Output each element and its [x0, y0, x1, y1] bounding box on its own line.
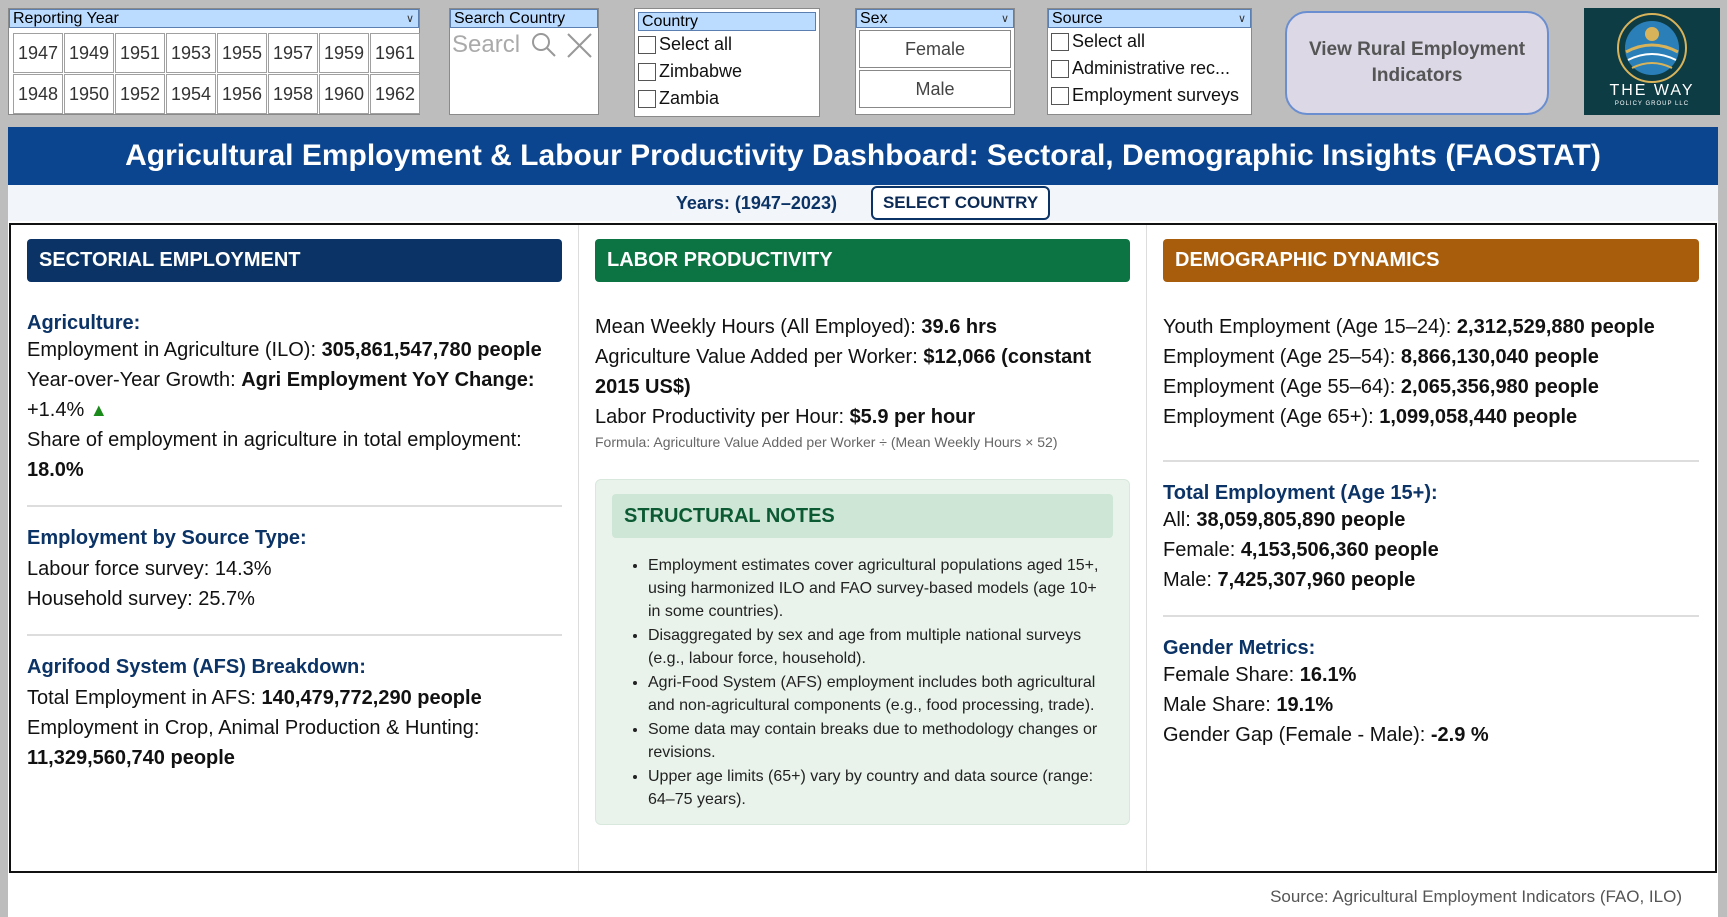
- checkbox-label: Administrative rec...: [1072, 58, 1231, 78]
- year-option[interactable]: 1960: [319, 74, 369, 114]
- label: Employment in Crop, Animal Production & Hunting:: [27, 717, 480, 739]
- dashboard-main: [8, 127, 1718, 917]
- employment-65-plus: [1163, 402, 1699, 432]
- value: 7,425,307,960 people: [1217, 569, 1416, 591]
- view-rural-employment-button[interactable]: View Rural Employment Indicators: [1285, 11, 1549, 115]
- weekly-hours: [595, 312, 1130, 342]
- slicer-title: [1048, 9, 1251, 28]
- year-option[interactable]: 1949: [64, 33, 114, 73]
- label: Agriculture Value Added per Worker:: [595, 346, 924, 368]
- divider: [1163, 615, 1699, 617]
- value: $5.9 per hour: [849, 406, 976, 428]
- sex-option-male[interactable]: Male: [859, 70, 1011, 108]
- value: 18.0%: [27, 459, 84, 481]
- year-option[interactable]: 1952: [115, 74, 165, 114]
- checkbox-label: Zambia: [659, 88, 720, 108]
- logo-subtitle: POLICY GROUP LLC: [1614, 101, 1690, 107]
- year-option[interactable]: 1961: [370, 33, 420, 73]
- label: Employment (Age 55–64):: [1163, 376, 1401, 398]
- value: 11,329,560,740 people: [27, 747, 235, 769]
- logo: [1584, 8, 1720, 115]
- divider: [27, 505, 562, 507]
- value: -2.9 %: [1430, 724, 1489, 746]
- slicer-title: [9, 9, 419, 28]
- notes-list: [612, 554, 1113, 811]
- value: 38,059,805,890 people: [1196, 509, 1406, 531]
- value: 8,866,130,040 people: [1400, 346, 1599, 368]
- structural-notes: [595, 479, 1130, 825]
- year-option[interactable]: 1956: [217, 74, 267, 114]
- value: 19.1%: [1276, 694, 1334, 716]
- checkbox[interactable]: [1051, 33, 1069, 51]
- label: Gender Gap (Female - Male):: [1163, 724, 1431, 746]
- label: Year-over-Year Growth:: [27, 369, 242, 391]
- value-added-per-worker: [595, 342, 1130, 402]
- value: 305,861,547,780 people: [321, 339, 542, 361]
- value: 2,312,529,880 people: [1456, 316, 1655, 338]
- sub-header: [8, 185, 1718, 221]
- sex-slicer[interactable]: [855, 8, 1015, 115]
- checkbox-label: Employment surveys: [1072, 85, 1240, 105]
- logo-emblem-icon: [1612, 8, 1692, 86]
- label: Labor Productivity per Hour:: [595, 406, 850, 428]
- select-country-button[interactable]: SELECT COUNTRY: [871, 186, 1050, 220]
- chevron-down-icon[interactable]: ∨: [1237, 13, 1246, 25]
- productivity-heading: LABOR PRODUCTIVITY: [595, 239, 1130, 282]
- employment-25-54: [1163, 342, 1699, 372]
- sectoral-employment-panel: [11, 225, 579, 871]
- panels: [9, 223, 1717, 873]
- chevron-down-icon[interactable]: ∨: [1000, 13, 1009, 25]
- year-option[interactable]: 1951: [115, 33, 165, 73]
- total-female: [1163, 535, 1699, 565]
- year-option[interactable]: 1959: [319, 33, 369, 73]
- checkbox[interactable]: [638, 63, 656, 81]
- checkbox-item[interactable]: [1048, 55, 1251, 82]
- label: Female Share:: [1163, 664, 1300, 686]
- slicer-title-text: Reporting Year: [13, 10, 119, 27]
- year-grid: [13, 33, 420, 114]
- checkbox-label: Zimbabwe: [659, 61, 743, 81]
- year-option[interactable]: 1953: [166, 33, 216, 73]
- labor-productivity-panel: [579, 225, 1147, 871]
- labour-force-survey: Labour force survey: 14.3%: [27, 558, 272, 580]
- label: Male:: [1163, 569, 1218, 591]
- checkbox[interactable]: [1051, 60, 1069, 78]
- sex-option-female[interactable]: Female: [859, 30, 1011, 68]
- gender-metrics-title: Gender Metrics:: [1163, 637, 1316, 659]
- total-male: [1163, 565, 1699, 595]
- label: Employment in Agriculture (ILO):: [27, 339, 322, 361]
- afs-total: [27, 683, 562, 713]
- checkbox-item[interactable]: [1048, 28, 1251, 55]
- crop-employment: [27, 713, 562, 773]
- total-all: [1163, 505, 1699, 535]
- label: Employment (Age 65+):: [1163, 406, 1380, 428]
- notes-heading: STRUCTURAL NOTES: [612, 494, 1113, 538]
- year-option[interactable]: 1948: [13, 74, 63, 114]
- value: $12,066 (constant 2015 US$): [595, 346, 1092, 398]
- demographic-dynamics-panel: [1147, 225, 1715, 871]
- agri-employment: [27, 335, 562, 365]
- search-icon[interactable]: [530, 31, 558, 59]
- value: 39.6 hrs: [921, 316, 998, 338]
- divider: [1163, 460, 1699, 462]
- note-item: • Upper age limits (65+) vary by country and data source (range: 64–75 years).: [648, 765, 1113, 811]
- year-option[interactable]: 1955: [217, 33, 267, 73]
- value: 16.1%: [1299, 664, 1357, 686]
- year-option[interactable]: 1958: [268, 74, 318, 114]
- sectoral-heading: SECTORIAL EMPLOYMENT: [27, 239, 562, 282]
- value: +1.4%: [27, 399, 85, 421]
- checkbox-label: Select all: [1072, 31, 1146, 51]
- female-share: [1163, 660, 1699, 690]
- youth-employment: [1163, 312, 1699, 342]
- years-range: Years: (1947–2023): [675, 192, 837, 213]
- up-arrow-icon: ▲: [89, 400, 108, 420]
- slicer-title: Country: [638, 12, 816, 31]
- value: 4,153,506,360 people: [1240, 539, 1439, 561]
- note-item: • Agri-Food System (AFS) employment includes both agricultural and non-agricultural components (e.g., food processing, trade).: [648, 671, 1113, 717]
- chevron-down-icon[interactable]: ∨: [405, 13, 414, 25]
- country-slicer[interactable]: [634, 8, 820, 117]
- source-type-title: Employment by Source Type:: [27, 527, 307, 549]
- slicer-title-text: Sex: [860, 10, 888, 27]
- total-employment-title: Total Employment (Age 15+):: [1163, 482, 1438, 504]
- afs-title: Agrifood System (AFS) Breakdown:: [27, 656, 366, 678]
- checkbox-item[interactable]: [635, 58, 819, 85]
- productivity-per-hour: [595, 402, 1130, 432]
- source-footer: Source: Agricultural Employment Indicators (FAO, ILO): [1270, 887, 1682, 906]
- male-share: [1163, 690, 1699, 720]
- value: 1,099,058,440 people: [1379, 406, 1578, 428]
- label: Male Share:: [1163, 694, 1277, 716]
- gender-gap: [1163, 720, 1699, 750]
- slicer-title: Search Country: [450, 9, 598, 28]
- page-title: Agricultural Employment & Labour Productivity Dashboard: Sectoral, Demographic Insights (FAOSTAT): [8, 127, 1718, 185]
- label: Total Employment in AFS:: [27, 687, 262, 709]
- household-survey: Household survey: 25.7%: [27, 588, 255, 610]
- slicer-title-text: Source: [1052, 10, 1103, 27]
- divider: [27, 634, 562, 636]
- note-item: • Some data may contain breaks due to methodology changes or revisions.: [648, 718, 1113, 764]
- year-option[interactable]: 1962: [370, 74, 420, 114]
- label: Share of employment in agriculture in total employment:: [27, 429, 522, 451]
- year-option[interactable]: 1957: [268, 33, 318, 73]
- slicer-title: [856, 9, 1014, 28]
- label: All:: [1163, 509, 1197, 531]
- logo-title: THE WAY: [1609, 82, 1695, 99]
- demographic-heading: DEMOGRAPHIC DYNAMICS: [1163, 239, 1699, 282]
- source-slicer[interactable]: [1047, 8, 1252, 115]
- note-item: • Disaggregated by sex and age from multiple national surveys (e.g., labour force, household).: [648, 624, 1113, 670]
- checkbox-item[interactable]: [635, 85, 819, 112]
- label: Female:: [1163, 539, 1241, 561]
- note-item: • Employment estimates cover agricultural populations aged 15+, using harmonized ILO and FAO survey-based models (age 10+ in some countries).: [648, 554, 1113, 623]
- employment-55-64: [1163, 372, 1699, 402]
- formula-note: Formula: Agriculture Value Added per Worker ÷ (Mean Weekly Hours × 52): [595, 434, 1058, 450]
- checkbox-item[interactable]: [1048, 82, 1251, 109]
- clear-icon[interactable]: [564, 31, 594, 59]
- label-bold: Agri Employment YoY Change:: [241, 369, 535, 391]
- label: Youth Employment (Age 15–24):: [1163, 316, 1457, 338]
- year-option[interactable]: 1950: [64, 74, 114, 114]
- checkbox-item[interactable]: [635, 31, 819, 58]
- year-option[interactable]: 1947: [13, 33, 63, 73]
- reporting-year-slicer[interactable]: [8, 8, 420, 115]
- value: 2,065,356,980 people: [1400, 376, 1599, 398]
- agriculture-title: Agriculture:: [27, 312, 141, 334]
- checkbox[interactable]: [1051, 87, 1069, 105]
- year-option[interactable]: 1954: [166, 74, 216, 114]
- label: Mean Weekly Hours (All Employed):: [595, 316, 922, 338]
- label: Employment (Age 25–54):: [1163, 346, 1401, 368]
- yoy-growth: [27, 365, 562, 425]
- search-row: [450, 28, 598, 62]
- checkbox-label: Select all: [659, 34, 733, 54]
- checkbox[interactable]: [638, 90, 656, 108]
- value: 140,479,772,290 people: [261, 687, 482, 709]
- search-input[interactable]: Searcl: [452, 31, 521, 58]
- agri-share: [27, 425, 562, 485]
- search-country-slicer[interactable]: [449, 8, 599, 115]
- checkbox[interactable]: [638, 36, 656, 54]
